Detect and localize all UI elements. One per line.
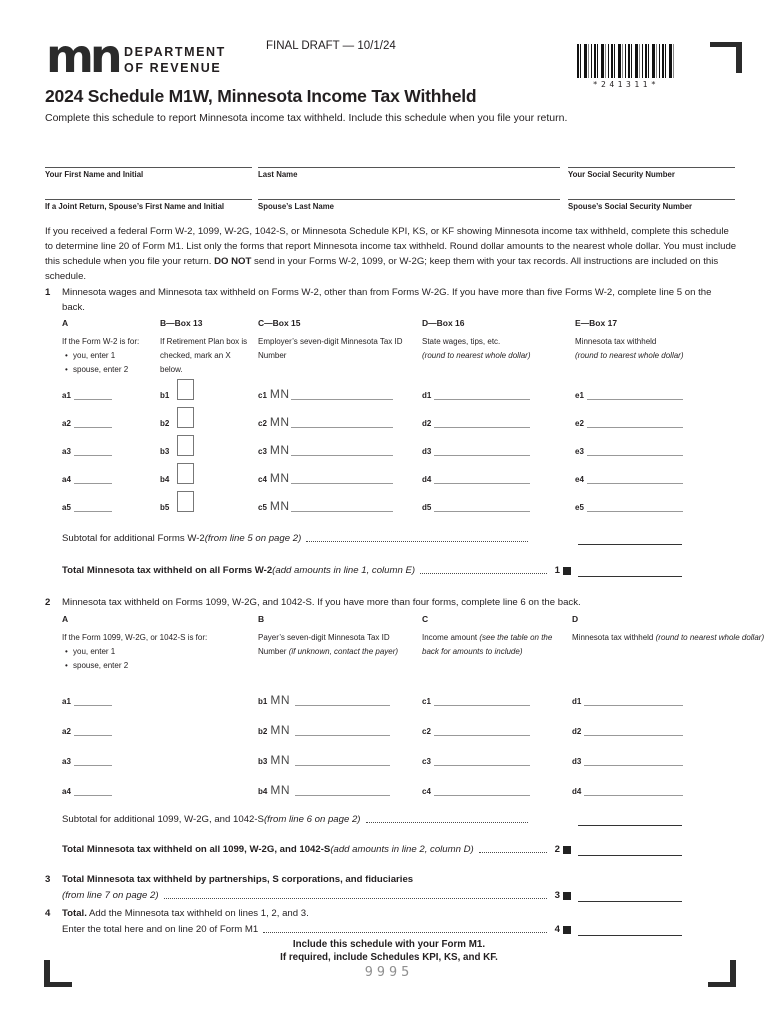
spouse-last-name-label: Spouse’s Last Name [258,202,334,211]
entry-line-e1[interactable] [587,389,683,400]
row-label-e4: e4 [575,475,584,484]
last-name-label: Last Name [258,170,298,179]
row-label-b2: b2 [160,419,170,428]
s1-col-a-bullet1: • you, enter 1 [62,349,152,363]
s1-col-b-desc: If Retirement Plan box is checked, mark an X below. [160,337,248,374]
line-4-heading [45,906,737,921]
line-3-text: Total Minnesota tax withheld by partnerships, S corporations, and fiduciaries [62,874,414,885]
row-label-b5: b5 [160,503,170,512]
form1099-subtotal-row [62,812,682,826]
line-4-instruction: Enter the total here and on line 20 of Form M1 [62,924,259,935]
dept-line1: DEPARTMENT [124,45,226,59]
s1-col-e-note: (round to nearest whole dollar) [575,351,684,360]
row-label-a5: a5 [62,503,71,512]
row-label-2b4: b4 [258,787,268,796]
line-3-marker [563,892,571,900]
line-4-total-row [62,922,682,936]
s1-col-a-desc: If the Form W-2 is for: [62,337,140,346]
line-3-total-row [62,888,682,902]
row-label-d2: d2 [422,419,432,428]
row-label-a2: a2 [62,419,71,428]
entry-line-2d4[interactable] [584,785,683,796]
s2-col-c-letter: C [422,614,429,624]
row-label-2d4: d4 [572,787,582,796]
entry-line-c3[interactable] [291,445,393,456]
s1-col-e-desc: Minnesota tax withheld [575,337,657,346]
row-label-2b2: b2 [258,727,268,736]
entry-line-2c2[interactable] [434,725,530,736]
retirement-checkbox-b4[interactable] [177,463,194,484]
form1099-row-4 [62,766,685,796]
row-label-b3: b3 [160,447,170,456]
s2-col-a-letter: A [62,614,69,624]
form1099-total-note: (add amounts in line 2, column D) [330,844,474,855]
mn-prefix-c2: MN [269,415,290,429]
row-label-c2: c2 [258,419,267,428]
entry-line-2a1[interactable] [74,695,112,706]
w2-total-note: (add amounts in line 1, column E) [272,565,416,576]
s2-col-b-header [258,612,422,673]
mn-prefix-c1: MN [269,387,290,401]
dot-leader [263,930,546,933]
spouse-last-name-field[interactable] [258,199,560,211]
barcode [577,44,675,78]
dot-leader [366,820,529,823]
s2-col-a-desc: If the Form 1099, W-2G, or 1042-S is for: [62,633,208,642]
entry-line-2c4[interactable] [434,785,530,796]
corner-mark-top-right [710,42,742,73]
footer-note-2: If required, include Schedules KPI, KS, and KF. [280,952,498,963]
form1099-subtotal-entry-line[interactable] [578,812,682,826]
line-4-number: 4 [45,908,51,919]
s2-col-d-header [572,612,765,673]
dot-leader [164,896,547,899]
corner-mark-bottom-right [708,960,736,987]
entry-line-2c3[interactable] [434,755,530,766]
s2-col-a-header [62,612,258,673]
row-label-2c4: c4 [422,787,431,796]
form1099-subtotal-text: Subtotal for additional 1099, W-2G, and 1042-S [62,814,264,825]
form1099-row-3 [62,736,685,766]
retirement-checkbox-b5[interactable] [177,491,194,512]
instructions-paragraph [45,224,737,284]
entry-line-2b4[interactable] [295,785,390,796]
row-label-2d2: d2 [572,727,582,736]
s2-col-b-desc: Payer’s seven-digit Minnesota Tax ID Number [258,633,390,656]
w2-row-1 [62,372,685,400]
retirement-checkbox-b2[interactable] [177,407,194,428]
entry-line-c5[interactable] [291,501,393,512]
entry-line-2d2[interactable] [584,725,683,736]
entry-line-c1[interactable] [291,389,393,400]
entry-line-a5[interactable] [74,501,112,512]
entry-line-e5[interactable] [587,501,683,512]
s2-col-d-note: (round to nearest whole dollar) [655,633,765,642]
row-label-c3: c3 [258,447,267,456]
s2-col-c-note: (see the table on the back for amounts to include) [422,633,553,656]
line-1-result-number: 1 [554,565,560,576]
s1-col-c-header [258,316,422,377]
line-1-entry-line[interactable] [578,563,682,577]
entry-line-a1[interactable] [74,389,112,400]
first-name-field[interactable] [45,167,252,179]
intro-text-2: send in your Forms W-2, 1099, or W-2G; keep them with your tax records. All instructions are included on this schedule. [45,256,719,282]
line-3-heading [45,872,737,887]
line-2-total-row [62,842,682,856]
line-4-total-word: Total. [62,908,87,919]
dot-leader [479,850,547,853]
entry-line-2b2[interactable] [295,725,390,736]
line-4-marker [563,926,571,934]
s1-col-b-letter: B—Box 13 [160,318,203,328]
entry-line-e2[interactable] [587,417,683,428]
entry-line-d4[interactable] [434,473,530,484]
w2-row-5 [62,484,685,512]
row-label-2a3: a3 [62,757,71,766]
entry-line-d3[interactable] [434,445,530,456]
entry-line-2d3[interactable] [584,755,683,766]
entry-line-2a4[interactable] [74,785,112,796]
line-1-heading [45,285,737,315]
row-label-b1: b1 [160,391,170,400]
line-3-entry-line[interactable] [578,888,682,902]
row-label-c4: c4 [258,475,267,484]
entry-line-d5[interactable] [434,501,530,512]
row-label-b4: b4 [160,475,170,484]
s1-col-a-header [62,316,160,377]
s1-col-e-header [575,316,685,377]
w2-subtotal-row [62,531,682,545]
row-label-a4: a4 [62,475,71,484]
entry-line-a3[interactable] [74,445,112,456]
row-label-c5: c5 [258,503,267,512]
row-label-2d3: d3 [572,757,582,766]
w2-subtotal-text: Subtotal for additional Forms W-2 [62,533,205,544]
s1-col-b-header [160,316,258,377]
row-label-2b3: b3 [258,757,268,766]
w2-row-2 [62,400,685,428]
section2-rows [62,676,685,796]
row-label-2a1: a1 [62,697,71,706]
ssn-label: Your Social Security Number [568,170,675,179]
row-label-e3: e3 [575,447,584,456]
row-label-2a4: a4 [62,787,71,796]
line-1-marker [563,567,571,575]
line-2-number: 2 [45,597,51,608]
line-2-entry-line[interactable] [578,842,682,856]
line-3-number: 3 [45,874,51,885]
mn-prefix-2b1: MN [270,693,291,707]
s2-col-a-bullet1: • you, enter 1 [62,645,250,659]
line-2-text: Minnesota tax withheld on Forms 1099, W-2G, and 1042-S. If you have more than four forms, complete line 6 on the back. [62,597,581,608]
entry-line-e4[interactable] [587,473,683,484]
line-4-entry-line[interactable] [578,922,682,936]
row-label-e5: e5 [575,503,584,512]
footer-note-1: Include this schedule with your Form M1. [292,939,486,950]
entry-line-2a3[interactable] [74,755,112,766]
ssn-field[interactable] [568,167,735,179]
mn-prefix-c5: MN [269,499,290,513]
row-label-d3: d3 [422,447,432,456]
s2-col-d-desc: Minnesota tax withheld [572,633,656,642]
form1099-subtotal-note: (from line 6 on page 2) [263,814,361,825]
row-label-a1: a1 [62,391,71,400]
draft-note: FINAL DRAFT — 10/1/24 [266,40,396,52]
row-label-2c2: c2 [422,727,431,736]
intro-do-not: DO NOT [214,256,252,267]
form-code-9995: 9995 [364,964,414,980]
row-label-a3: a3 [62,447,71,456]
w2-subtotal-note: (from line 5 on page 2) [204,533,302,544]
row-label-d5: d5 [422,503,432,512]
barcode-label: *241311* [592,80,660,89]
line-2-result-number: 2 [554,844,560,855]
line-2-marker [563,846,571,854]
row-label-e2: e2 [575,419,584,428]
first-name-label: Your First Name and Initial [45,170,144,179]
mn-prefix-c4: MN [269,471,290,485]
entry-line-2b3[interactable] [295,755,390,766]
row-label-2b1: b1 [258,697,268,706]
w2-row-3 [62,428,685,456]
form1099-row-2 [62,706,685,736]
entry-line-2b1[interactable] [295,695,390,706]
last-name-field[interactable] [258,167,560,179]
row-label-2c3: c3 [422,757,431,766]
intro-text-1: If you received a federal Form W-2, 1099, W-2G, 1042-S, or Minnesota Schedule KPI, KS, or KF showing Minnesota income tax withheld, complete this schedule to determine line 20 of Form M1. List only the forms that report Minnesota income tax withheld. Round dollar amounts to the nearest whole dollar. You must include this schedule when you file your return. [45,226,737,267]
row-label-d1: d1 [422,391,432,400]
s1-col-d-letter: D—Box 16 [422,318,465,328]
retirement-checkbox-b3[interactable] [177,435,194,456]
row-label-d4: d4 [422,475,432,484]
line-3-note: (from line 7 on page 2) [62,890,159,901]
s1-col-d-desc: State wages, tips, etc. [422,337,501,346]
spouse-ssn-label: Spouse’s Social Security Number [568,202,693,211]
s2-col-a-bullet2: • spouse, enter 2 [62,659,250,673]
retirement-checkbox-b1[interactable] [177,379,194,400]
spouse-first-name-field[interactable] [45,199,252,211]
s1-col-c-desc: Employer’s seven-digit Minnesota Tax ID Number [258,337,403,360]
row-label-2c1: c1 [422,697,431,706]
form-subtitle: Complete this schedule to report Minnesota income tax withheld. Include this schedule when you file your return. [45,112,568,124]
spouse-first-name-label: If a Joint Return, Spouse’s First Name and Initial [45,202,225,211]
corner-mark-bottom-left [44,960,72,987]
s1-col-c-letter: C—Box 15 [258,318,301,328]
section1-header-row [62,316,685,377]
mn-prefix-2b3: MN [270,753,291,767]
entry-line-c2[interactable] [291,417,393,428]
form1099-row-1 [62,676,685,706]
entry-line-a4[interactable] [74,473,112,484]
dot-leader [420,571,547,574]
line-4-text [62,906,309,921]
dept-line2: OF REVENUE [124,61,222,75]
s2-col-b-note: (if unknown, contact the payer) [288,647,399,656]
entry-line-e3[interactable] [587,445,683,456]
entry-line-2d1[interactable] [584,695,683,706]
s2-col-b-letter: B [258,614,265,624]
line-2-heading [45,595,737,610]
line-1-number: 1 [45,287,51,298]
form1099-total-text: Total Minnesota tax withheld on all 1099, W-2G, and 1042-S [62,844,331,855]
row-label-2d1: d1 [572,697,582,706]
mn-prefix-c3: MN [269,443,290,457]
s2-col-c-desc: Income amount [422,633,480,642]
section2-header-row [62,612,765,673]
w2-subtotal-entry-line[interactable] [578,531,682,545]
w2-total-text: Total Minnesota tax withheld on all Forms W-2 [62,565,273,576]
mn-prefix-2b2: MN [270,723,291,737]
row-label-2a2: a2 [62,727,71,736]
entry-line-a2[interactable] [74,417,112,428]
line-4-result-number: 4 [554,924,560,935]
w2-row-4 [62,456,685,484]
mn-logo: mn [46,29,119,83]
mn-prefix-2b4: MN [270,783,291,797]
line-1-total-row [62,563,682,577]
line-3-result-number: 3 [554,890,560,901]
section1-rows [62,372,685,512]
entry-line-d1[interactable] [434,389,530,400]
s2-col-c-header [422,612,572,673]
form-title: 2024 Schedule M1W, Minnesota Income Tax Withheld [45,86,477,106]
s1-col-a-letter: A [62,318,69,328]
s1-col-d-header [422,316,575,377]
entry-line-2c1[interactable] [434,695,530,706]
dot-leader [306,539,528,542]
row-label-e1: e1 [575,391,584,400]
s1-col-e-letter: E—Box 17 [575,318,618,328]
line-4-rest: Add the Minnesota tax withheld on lines 1, 2, and 3. [86,908,309,919]
s2-col-d-letter: D [572,614,579,624]
s1-col-d-note: (round to nearest whole dollar) [422,351,531,360]
line-1-text: Minnesota wages and Minnesota tax withheld on Forms W-2, other than from Forms W-2G. If you have more than five Forms W-2, complete line 5 on the back. [62,287,712,313]
entry-line-d2[interactable] [434,417,530,428]
department-of-revenue [124,44,226,76]
entry-line-c4[interactable] [291,473,393,484]
spouse-ssn-field[interactable] [568,199,735,211]
row-label-c1: c1 [258,391,267,400]
s1-col-a-bullet2: • spouse, enter 2 [62,363,152,377]
entry-line-2a2[interactable] [74,725,112,736]
